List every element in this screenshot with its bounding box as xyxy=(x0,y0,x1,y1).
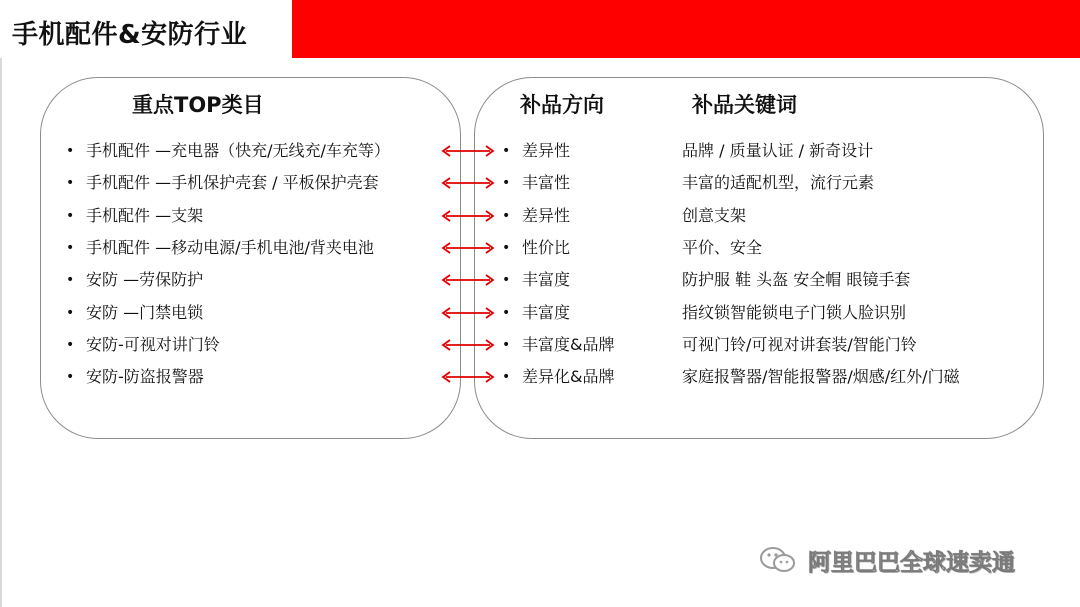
bullet: • xyxy=(502,175,511,192)
bullet: • xyxy=(502,336,511,353)
header-keywords: 补品关键词 xyxy=(692,93,797,117)
double-arrow-icon xyxy=(440,241,496,255)
bullet: • xyxy=(66,336,75,353)
double-arrow-icon xyxy=(440,273,496,287)
category-item: 安防-防盗报警器 xyxy=(86,367,204,387)
header-top-category: 重点TOP类目 xyxy=(132,93,264,117)
category-item: 安防 —门禁电锁 xyxy=(86,302,204,322)
keyword-item: 创意支架 xyxy=(682,205,747,225)
slide-edge xyxy=(0,58,2,607)
double-arrow-icon xyxy=(440,176,496,190)
direction-item: 丰富度 xyxy=(522,302,571,322)
direction-item: 差异性 xyxy=(522,205,571,225)
category-item: 手机配件 —充电器（快充/无线充/车充等） xyxy=(86,141,390,160)
keyword-item: 可视门铃/可视对讲套装/智能门铃 xyxy=(682,334,917,354)
watermark xyxy=(758,543,1015,577)
header-direction: 补品方向 xyxy=(520,93,604,117)
category-item: 手机配件 —支架 xyxy=(86,205,204,225)
bullet: • xyxy=(66,369,75,386)
watermark-text: 阿里巴巴全球速卖通 xyxy=(808,549,1015,576)
bullet: • xyxy=(66,207,75,224)
keyword-item: 指纹锁智能锁电子门锁人脸识别 xyxy=(682,302,907,322)
double-arrow-icon xyxy=(440,338,496,352)
bullet: • xyxy=(502,143,511,159)
keyword-item: 平价、安全 xyxy=(682,237,763,257)
category-item: 手机配件 —移动电源/手机电池/背夹电池 xyxy=(86,237,374,257)
keyword-item: 品牌 / 质量认证 / 新奇设计 xyxy=(682,141,874,160)
page-title: 手机配件&安防行业 xyxy=(12,20,248,50)
keyword-item: 防护服 鞋 头盔 安全帽 眼镜手套 xyxy=(682,270,911,290)
bullet: • xyxy=(502,207,511,224)
wechat-icon xyxy=(758,545,798,575)
bullet: • xyxy=(66,143,75,159)
bullet: • xyxy=(66,175,75,192)
bullet: • xyxy=(502,272,511,289)
bullet: • xyxy=(502,239,511,256)
direction-item: 差异性 xyxy=(522,141,571,160)
double-arrow-icon xyxy=(440,370,496,384)
direction-item: 性价比 xyxy=(522,237,571,257)
bullet: • xyxy=(66,304,75,321)
title-accent-bar xyxy=(292,0,1080,58)
keyword-item: 家庭报警器/智能报警器/烟感/红外/门磁 xyxy=(682,367,960,387)
bullet: • xyxy=(502,369,511,386)
category-item: 手机配件 —手机保护壳套 / 平板保护壳套 xyxy=(86,173,379,193)
category-item: 安防 —劳保防护 xyxy=(86,270,204,290)
direction-item: 丰富性 xyxy=(522,173,571,193)
bullet: • xyxy=(66,272,75,289)
direction-item: 丰富度 xyxy=(522,270,571,290)
category-item: 安防-可视对讲门铃 xyxy=(86,334,220,354)
bullet: • xyxy=(66,239,75,256)
keyword-item: 丰富的适配机型，流行元素 xyxy=(682,173,875,193)
bullet: • xyxy=(502,304,511,321)
double-arrow-icon xyxy=(440,144,496,158)
direction-item: 丰富度&品牌 xyxy=(522,334,615,354)
direction-item: 差异化&品牌 xyxy=(522,367,615,387)
double-arrow-icon xyxy=(440,306,496,320)
double-arrow-icon xyxy=(440,209,496,223)
